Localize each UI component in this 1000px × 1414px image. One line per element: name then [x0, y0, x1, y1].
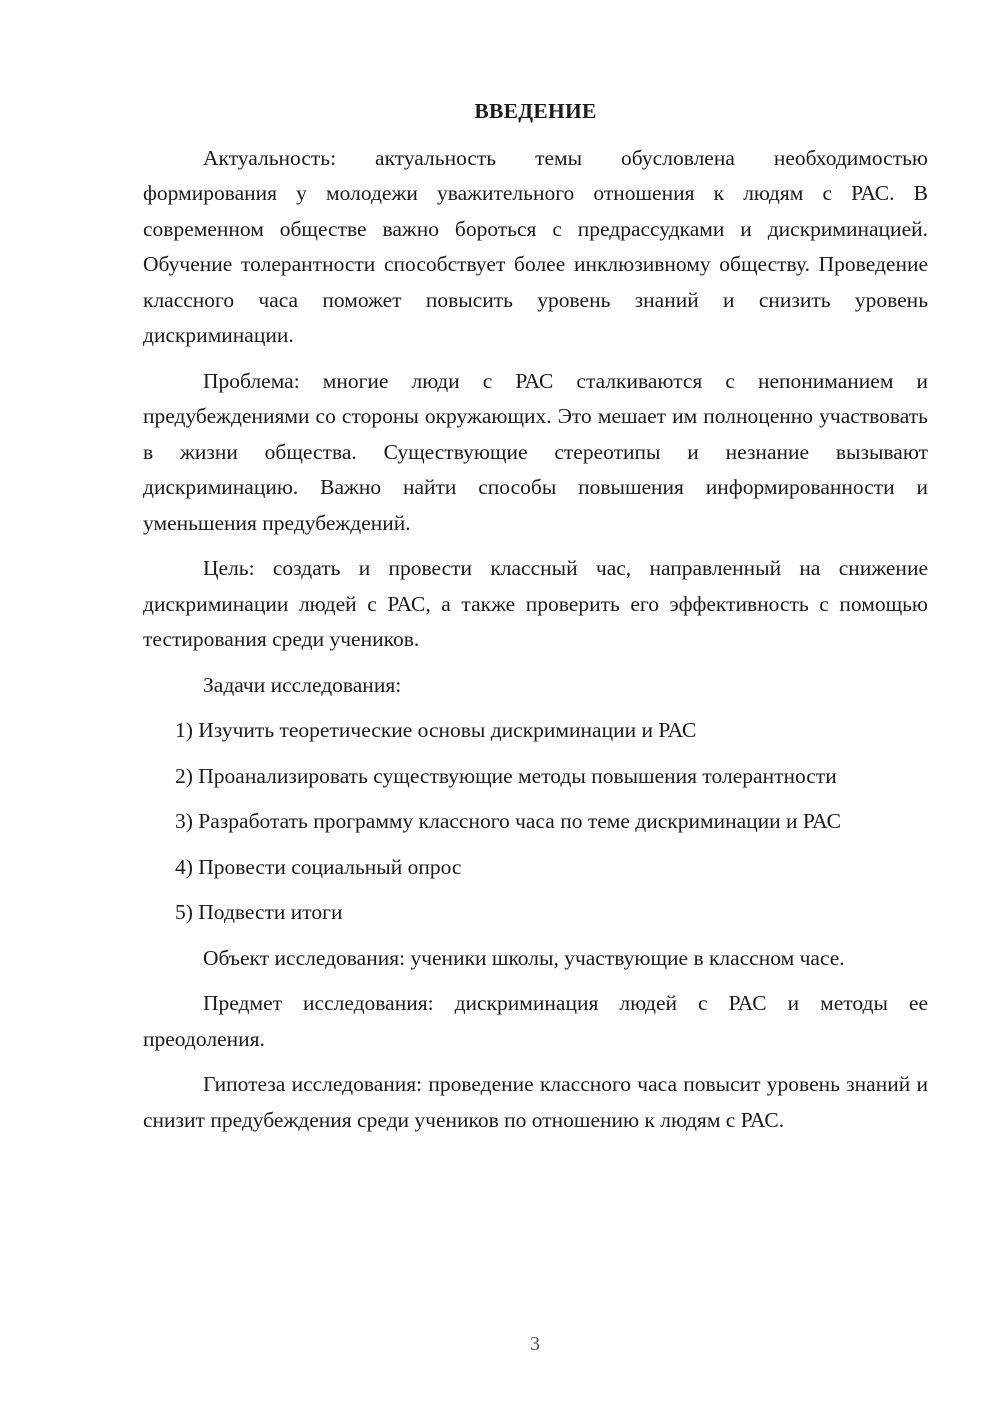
paragraph-problem: Проблема: многие люди с РАС сталкиваются с непониманием и предубеждениями со стороны окружающих. Это мешает им полноценно участвовать в жизни общества. Существующие стереотипы и незнание вызывают дискриминацию. Важно найти способы повышения информированности и уменьшения предубеждений. — [143, 368, 928, 535]
task-item: 1) Изучить теоретические основы дискриминации и РАС — [175, 718, 697, 742]
section-heading: ВВЕДЕНИЕ — [474, 99, 597, 123]
page-content — [143, 94, 928, 1148]
task-item: 4) Провести социальный опрос — [175, 854, 462, 879]
paragraph-relevance: Актуальность: актуальность темы обусловлена необходимостью формирования у молодежи уважительного отношения к людям с РАС. В современном обществе важно бороться с предрассудками и дискриминацией. Обучение толерантности способствует более инклюзивному обществу. Проведение классного часа поможет повысить уровень знаний и снизить уровень дискриминации. — [143, 145, 928, 347]
task-item: 2) Проанализировать существующие методы повышения толерантности — [175, 763, 837, 788]
paragraph-tasks-title: Задачи исследования: — [203, 672, 402, 697]
paragraph-subject: Предмет исследования: дискриминация людей с РАС и методы ее преодоления. — [143, 991, 928, 1051]
paragraph-hypothesis: Гипотеза исследования: проведение классного часа повысит уровень знаний и снизит предубеждения среди учеников по отношению к людям с РАС. — [143, 1072, 928, 1132]
task-item: 3) Разработать программу классного часа по теме дискриминации и РАС — [175, 809, 841, 833]
paragraph-goal: Цель: создать и провести классный час, направленный на снижение дискриминации людей с РАС, а также проверить его эффективность с помощью тестирования среди учеников. — [143, 556, 928, 651]
paragraph-object: Объект исследования: ученики школы, участвующие в классном часе. — [203, 945, 845, 970]
page-number: 3 — [530, 1333, 540, 1355]
task-item: 5) Подвести итоги — [175, 900, 343, 924]
